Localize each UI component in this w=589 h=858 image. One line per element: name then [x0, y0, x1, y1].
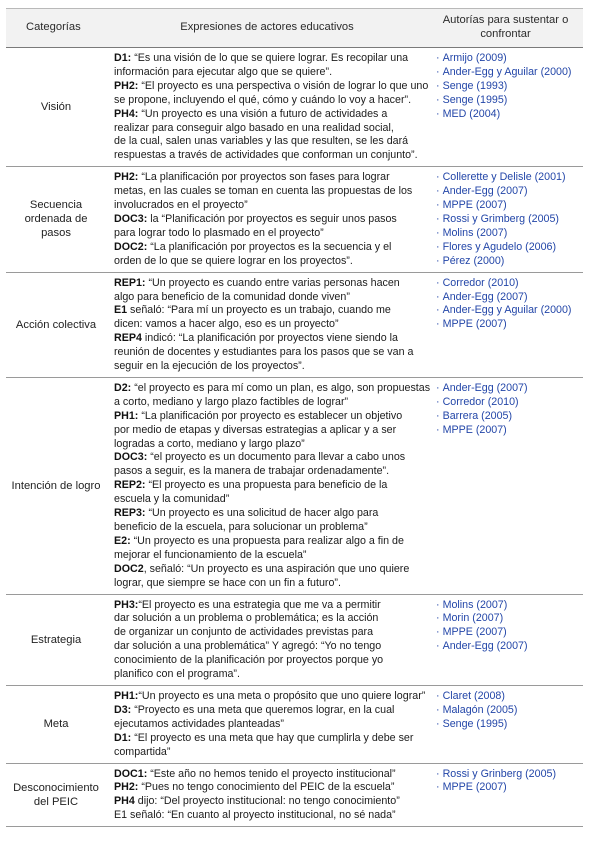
speaker-code: DOC2 — [114, 562, 144, 575]
expression-line: E1 señaló: “En cuanto al proyecto institucional, no sé nada” — [114, 809, 396, 822]
bullet-icon: · — [436, 767, 440, 780]
table-row — [6, 763, 583, 827]
speaker-code: D1: — [114, 731, 132, 744]
category-cell — [6, 48, 106, 167]
header-autorias: Autorías para sustentar o confrontar — [428, 9, 583, 48]
author-item: · Senge (1993) — [436, 79, 508, 92]
bullet-icon: · — [436, 107, 440, 120]
author-item: · MPPE (2007) — [436, 781, 507, 794]
author-item: · Rossi y Grinberg (2005) — [436, 767, 557, 780]
speaker-code: DOC1: — [114, 767, 148, 780]
expression-line: PH3:“El proyecto es una estrategia que me va a permitir — [114, 598, 381, 611]
table-row — [6, 272, 583, 377]
category-label: ordenada de — [24, 213, 88, 226]
author-item: · Senge (1995) — [436, 93, 508, 106]
author-item: · Ander-Egg (2007) — [436, 185, 528, 198]
author-item: · Ander-Egg (2007) — [436, 290, 528, 303]
table-body — [6, 48, 583, 827]
authors-cell — [428, 763, 583, 827]
expression-line: DOC3: “el proyecto es un documento para llevar a cabo unos — [114, 451, 406, 464]
header-categorias: Categorías — [6, 9, 106, 48]
speaker-code: DOC3: — [114, 451, 148, 464]
category-label: Estrategia — [30, 633, 82, 646]
bullet-icon: · — [436, 395, 440, 408]
author-item: · Armijo (2009) — [436, 52, 507, 64]
expression-cell — [106, 763, 428, 827]
expression-line: lograr, que siempre se hace con un fin a futuro”. — [114, 576, 341, 589]
bullet-icon: · — [436, 240, 440, 253]
expression-line: D1: “El proyecto es una meta que hay que cumplirla y debe ser — [114, 731, 414, 744]
expression-cell — [106, 377, 431, 594]
expression-line: orden de lo que se quiere lograr en los proyectos”. — [114, 254, 353, 267]
expression-line: realizar para conseguir algo basado en una realidad social, — [114, 121, 394, 134]
bullet-icon: · — [436, 65, 440, 78]
expression-line: conocimiento de la planificación por proyectos porque yo — [114, 654, 384, 667]
authors-cell — [428, 272, 583, 377]
category-label: Secuencia — [29, 199, 83, 212]
expression-line: información para ejecutar algo que se quiere”. — [114, 65, 333, 78]
speaker-code: PH2: — [114, 171, 139, 184]
table-row — [6, 685, 583, 763]
expression-line: dar solución a un problema o problemática; es la acción — [114, 612, 379, 625]
header-row — [6, 9, 583, 48]
author-item: · Corredor (2010) — [436, 395, 519, 408]
speaker-code: PH3: — [114, 598, 139, 611]
expression-line: DOC3: la “Planificación por proyectos es seguir unos pasos — [114, 212, 397, 225]
bullet-icon: · — [436, 626, 440, 639]
expression-line: de la cual, salen unas variables y las que resulten, se les dará — [114, 135, 409, 148]
category-cell — [6, 594, 106, 685]
author-item: · Ander-Egg (2007) — [436, 381, 528, 394]
author-item: · MPPE (2007) — [436, 626, 507, 639]
authors-cell — [428, 594, 583, 685]
author-item: · Senge (1995) — [436, 717, 508, 730]
bullet-icon: · — [436, 423, 440, 436]
category-label: pasos — [41, 227, 71, 240]
expression-line: ejecutamos actividades planteadas” — [114, 717, 284, 730]
expression-line: a corto, mediano y largo plazo factibles de lograr” — [114, 395, 349, 408]
expression-line: algo para beneficio de la comunidad donde viven” — [114, 290, 350, 303]
expression-line: dar solución a una problemática” Y agregó: “Yo no tengo — [114, 640, 382, 653]
author-item: · Flores y Agudelo (2006) — [436, 240, 557, 253]
bullet-icon: · — [436, 52, 440, 64]
expression-line: planifico con el programa”. — [114, 668, 240, 681]
expression-cell — [106, 272, 428, 377]
bullet-icon: · — [436, 612, 440, 625]
speaker-code: E2: — [114, 534, 131, 547]
expression-cell — [106, 48, 428, 167]
expression-line: metas, en las cuales se toman en cuenta las propuestas de los — [114, 185, 413, 198]
author-item: · Malagón (2005) — [436, 703, 518, 716]
expression-line: D3: “Proyecto es una meta que queremos lograr, en la cual — [114, 703, 395, 716]
authors-cell — [428, 167, 583, 272]
authors-cell — [428, 48, 583, 167]
author-item: · Ander-Egg (2007) — [436, 640, 528, 653]
author-item: · Collerette y Delisle (2001) — [436, 171, 566, 184]
expression-line: PH4 dijo: “Del proyecto institucional: no tengo conocimiento” — [114, 795, 400, 808]
category-label: Desconocimiento — [13, 781, 99, 794]
bullet-icon: · — [436, 290, 440, 303]
bullet-icon: · — [436, 409, 440, 422]
expression-line: por medio de etapas y diversas estrategias a aplicar y a ser — [114, 423, 397, 436]
bullet-icon: · — [436, 689, 440, 702]
speaker-code: PH1: — [114, 689, 139, 702]
expression-line: PH4: “Un proyecto es una visión a futuro de actividades a — [114, 107, 388, 120]
bullet-icon: · — [436, 781, 440, 794]
speaker-code: REP1: — [114, 276, 146, 289]
bullet-icon: · — [436, 381, 440, 394]
header-expresiones: Expresiones de actores educativos — [106, 9, 428, 48]
expression-line: respuestas a través de actividades que conforman un conjunto”. — [114, 149, 418, 162]
expression-line: compartida” — [114, 745, 171, 758]
author-item: · Barrera (2005) — [436, 409, 513, 422]
expression-line: reunión de docentes y estudiantes para los pasos que se van a — [114, 346, 414, 359]
table-row — [6, 167, 583, 272]
speaker-code: E1 — [114, 304, 128, 317]
speaker-code: PH4: — [114, 107, 139, 120]
category-cell — [6, 763, 106, 827]
category-cell — [6, 377, 106, 594]
bullet-icon: · — [436, 93, 440, 106]
expression-line: de organizar un conjunto de actividades previstas para — [114, 626, 374, 639]
category-label: Intención de logro — [11, 479, 101, 492]
expression-line: escuela y la comunidad” — [114, 493, 230, 506]
expression-line: PH1: “La planificación por proyecto es establecer un objetivo — [114, 409, 403, 422]
expression-line: PH2: “Pues no tengo conocimiento del PEIC de la escuela” — [114, 781, 395, 794]
expression-line: DOC2: “La planificación por proyectos es la secuencia y el — [114, 240, 392, 253]
expression-line: pasos a seguir, es la manera de trabajar ordenadamente”. — [114, 465, 390, 478]
bullet-icon: · — [436, 640, 440, 653]
expression-line: seguir en la ejecución de los proyectos”. — [114, 360, 305, 373]
expression-line: involucrados en el proyecto” — [114, 199, 248, 212]
category-cell — [6, 167, 106, 272]
bullet-icon: · — [436, 79, 440, 92]
expression-line: logradas a corto, mediano y largo plazo” — [114, 437, 305, 450]
expression-line: DOC1: “Este año no hemos tenido el proyecto institucional” — [114, 767, 396, 780]
bullet-icon: · — [436, 276, 440, 289]
expression-line: para lograr todo lo plasmado en el proyecto” — [114, 226, 324, 239]
author-item: · Claret (2008) — [436, 689, 505, 702]
author-item: · Ander-Egg y Aguilar (2000) — [436, 304, 572, 317]
expression-line: DOC2, señaló: “Un proyecto es una aspiración que uno quiere — [114, 562, 410, 575]
expression-cell — [106, 167, 428, 272]
speaker-code: PH4 — [114, 795, 135, 808]
table-row — [6, 594, 583, 685]
categories-table — [6, 8, 583, 827]
bullet-icon: · — [436, 226, 440, 239]
speaker-code: D3: — [114, 703, 132, 716]
speaker-code: D1: — [114, 52, 132, 64]
authors-cell — [428, 377, 583, 594]
expression-line: E2: “Un proyecto es una propuesta para realizar algo a fin de — [114, 534, 404, 547]
expression-line: REP3: “Un proyecto es una solicitud de hacer algo para — [114, 507, 379, 520]
author-item: · Ander-Egg y Aguilar (2000) — [436, 65, 572, 78]
expression-line: se propone, incluyendo el qué, cómo y cuándo lo voy a hacer”. — [114, 93, 412, 106]
bullet-icon: · — [436, 304, 440, 317]
expression-line: D2: “el proyecto es para mí como un plan, es algo, son propuestas — [114, 381, 431, 394]
authors-cell — [428, 685, 583, 763]
expression-cell — [106, 594, 428, 685]
speaker-code: DOC3: — [114, 212, 148, 225]
speaker-code: REP3: — [114, 507, 146, 520]
bullet-icon: · — [436, 199, 440, 212]
expression-line: REP2: “El proyecto es una propuesta para beneficio de la — [114, 479, 388, 492]
table-row — [6, 48, 583, 167]
author-item: · MED (2004) — [436, 107, 501, 120]
bullet-icon: · — [436, 171, 440, 184]
speaker-code: PH2: — [114, 781, 139, 794]
expression-line: PH2: “El proyecto es una perspectiva o visión de lograr lo que uno — [114, 79, 429, 92]
author-item: · Pérez (2000) — [436, 254, 505, 267]
category-label: Visión — [40, 101, 72, 114]
expression-line: PH1:“Un proyecto es una meta o propósito que uno quiere lograr” — [114, 689, 426, 702]
author-item: · Rossi y Grimberg (2005) — [436, 212, 559, 225]
speaker-code: DOC2: — [114, 240, 148, 253]
author-item: · MPPE (2007) — [436, 318, 507, 331]
bullet-icon: · — [436, 254, 440, 267]
expression-line: dicen: vamos a hacer algo, eso es un proyecto” — [114, 318, 339, 331]
expression-line: REP1: “Un proyecto es cuando entre varias personas hacen — [114, 276, 400, 289]
author-item: · Corredor (2010) — [436, 276, 519, 289]
table-row — [6, 377, 583, 594]
speaker-code: PH2: — [114, 79, 139, 92]
category-label: del PEIC — [33, 795, 79, 808]
bullet-icon: · — [436, 212, 440, 225]
expression-line: mejorar el funcionamiento de la escuela” — [114, 548, 307, 561]
author-item: · MPPE (2007) — [436, 423, 507, 436]
category-cell — [6, 685, 106, 763]
category-label: Acción colectiva — [15, 318, 97, 331]
expression-line: REP4 indicó: “La planificación por proyectos viene siendo la — [114, 332, 398, 345]
bullet-icon: · — [436, 318, 440, 331]
speaker-code: PH1: — [114, 409, 139, 422]
expression-line: E1 señaló: “Para mí un proyecto es un trabajo, cuando me — [114, 304, 391, 317]
speaker-code: REP2: — [114, 479, 146, 492]
table-header — [6, 9, 583, 48]
author-item: · Morin (2007) — [436, 612, 504, 625]
expression-cell — [106, 685, 428, 763]
category-label: Meta — [43, 718, 69, 731]
expression-line: PH2: “La planificación por proyectos son fases para lograr — [114, 171, 390, 184]
expression-line: D1: “Es una visión de lo que se quiere lograr. Es recopilar una — [114, 52, 409, 64]
speaker-code: REP4 — [114, 332, 142, 345]
bullet-icon: · — [436, 717, 440, 730]
expression-line: beneficio de la escuela, para solucionar un problema” — [114, 521, 368, 533]
bullet-icon: · — [436, 703, 440, 716]
speaker-code: D2: — [114, 381, 132, 394]
author-item: · MPPE (2007) — [436, 199, 507, 212]
author-item: · Molins (2007) — [436, 226, 508, 239]
bullet-icon: · — [436, 598, 440, 611]
author-item: · Molins (2007) — [436, 598, 508, 611]
category-cell — [6, 272, 106, 377]
bullet-icon: · — [436, 185, 440, 198]
